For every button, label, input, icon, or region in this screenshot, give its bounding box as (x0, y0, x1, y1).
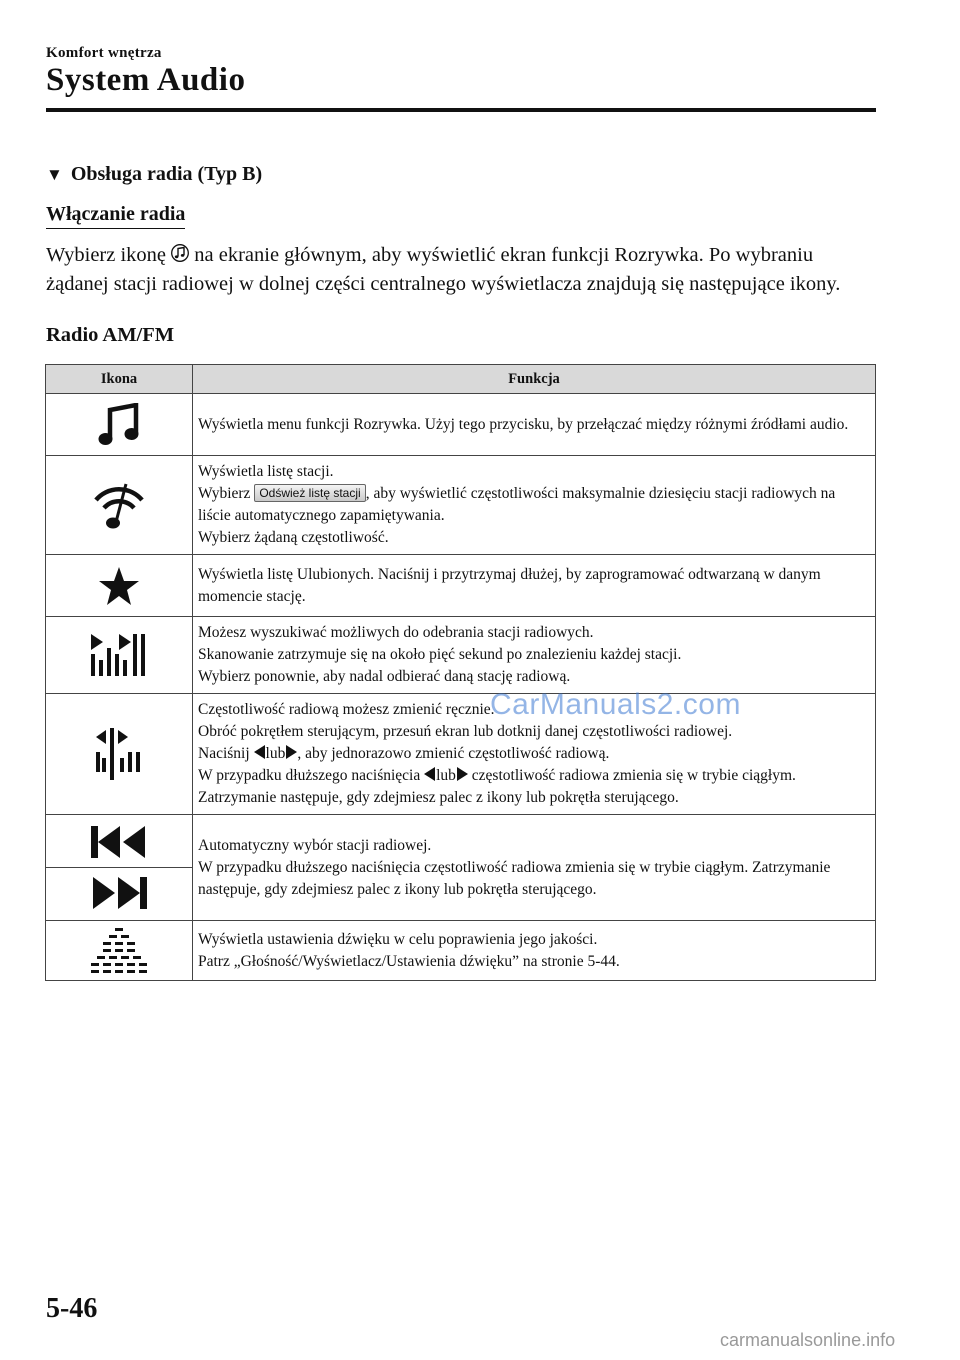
icon-function-table (45, 364, 876, 981)
table-row (46, 815, 876, 921)
function-line (198, 743, 867, 765)
function-cell (193, 815, 876, 921)
scan-icon (89, 632, 149, 678)
function-cell (193, 921, 876, 981)
function-line: Wybierz żądaną częstotliwość. (198, 529, 389, 546)
music-note-icon (96, 403, 142, 447)
function-text: lub (265, 745, 286, 762)
table-row (46, 456, 876, 555)
function-line: Wyświetla listę stacji. (198, 463, 334, 480)
station-list-icon (92, 480, 146, 530)
subsection-title-text: Obsługa radia (Typ B) (70, 163, 263, 185)
seek-back-icon (89, 824, 149, 860)
table-row (46, 555, 876, 617)
manual-tune-icon (94, 728, 144, 780)
intro-text-end: na ekranie głównym, aby wyświetlić ekran funkcji Rozrywka. Po wybraniu żądanej stacji radiowej w dolnej części centralnego wyświetlacza znajdują się następujące ikony. (46, 244, 841, 295)
function-line: Patrz „Głośność/Wyświetlacz/Ustawienia dźwięku” na stronie 5-44. (198, 952, 620, 970)
function-line: Skanowanie zatrzymuje się na około pięć sekund po znalezieniu każdej stacji. (198, 646, 682, 663)
arrow-left-icon (424, 767, 436, 781)
table-row (46, 921, 876, 981)
function-line: Automatyczny wybór stacji radiowej. (198, 836, 432, 854)
section-label: Komfort wnętrza (46, 45, 162, 61)
page-title: System Audio (46, 62, 246, 98)
seek-forward-icon (89, 875, 149, 911)
function-line: W przypadku dłuższego naciśnięcia częstotliwość radiowa zmienia się w trybie ciągłym. Zatrzymanie następuje, gdy zdejmiesz palec z ikony lub pokrętła sterującego. (198, 858, 831, 898)
icon-cell (46, 815, 193, 921)
icon-cell (46, 921, 193, 981)
star-icon (98, 566, 140, 606)
intro-text-start: Wybierz ikonę (46, 244, 172, 266)
function-text: Wybierz (198, 485, 255, 502)
function-line: Wybierz ponownie, aby nadal odbierać daną stację radiową. (198, 668, 571, 685)
function-cell: Wyświetla menu funkcji Rozrywka. Użyj tego przycisku, by przełączać między różnymi źródłami audio. (193, 394, 876, 456)
function-line: Częstotliwość radiową możesz zmienić ręcznie. (198, 701, 495, 718)
subheading: Włączanie radia (46, 203, 185, 229)
subsection-title (46, 163, 262, 186)
triangle-down-icon: ▼ (46, 165, 63, 184)
function-line: Obróć pokrętłem sterującym, przesuń ekran lub dotknij danej częstotliwości radiowej. (198, 723, 733, 740)
function-text: Naciśnij (198, 745, 254, 762)
table-row (46, 617, 876, 694)
function-cell (193, 617, 876, 694)
title-divider (46, 108, 876, 112)
page-number: 5-46 (46, 1293, 98, 1324)
function-line: Wyświetla ustawienia dźwięku w celu poprawienia jego jakości. (198, 930, 598, 948)
seek-forward-cell (46, 867, 192, 918)
function-text: , aby jednorazowo zmienić częstotliwość radiową. (297, 745, 610, 762)
equalizer-icon (91, 928, 147, 974)
table-row (46, 394, 876, 456)
watermark: CarManuals2.com (490, 688, 741, 721)
function-cell: Wyświetla listę Ulubionych. Naciśnij i przytrzymaj dłużej, by zaprogramować odtwarzaną w danym momencie stację. (193, 555, 876, 617)
column-header-icon: Ikona (46, 365, 193, 394)
function-text: W przypadku dłuższego naciśnięcia (198, 767, 425, 784)
table-header-row (46, 365, 876, 394)
intro-paragraph (46, 241, 878, 299)
arrow-left-icon (254, 745, 266, 759)
footer-site: carmanualsonline.info (720, 1330, 896, 1350)
icon-cell (46, 694, 193, 815)
function-line (198, 765, 867, 809)
function-text: lub (436, 767, 456, 784)
function-text: częstotliwość radiowa zmienia się w trybie ciągłym. Zatrzymanie następuje, gdy zdejmiesz palec z ikony lub pokrętła sterującego. (198, 767, 796, 806)
radio-am-fm-heading: Radio AM/FM (46, 324, 175, 346)
arrow-right-icon (285, 745, 297, 759)
music-note-inline-icon (171, 243, 189, 263)
seek-back-cell (46, 817, 192, 867)
function-text: , aby wyświetlić częstotliwości maksymalnie dziesięciu stacji radiowych na liście automatycznego zapamiętywania. (198, 485, 836, 524)
icon-cell (46, 394, 193, 456)
function-cell (193, 456, 876, 555)
icon-cell (46, 555, 193, 617)
column-header-function: Funkcja (193, 365, 876, 394)
icon-cell (46, 617, 193, 694)
icon-cell (46, 456, 193, 555)
refresh-station-list-button[interactable]: Odśwież listę stacji (254, 484, 365, 502)
table-row (46, 694, 876, 815)
arrow-right-icon (456, 767, 468, 781)
function-line: Możesz wyszukiwać możliwych do odebrania stacji radiowych. (198, 624, 594, 641)
